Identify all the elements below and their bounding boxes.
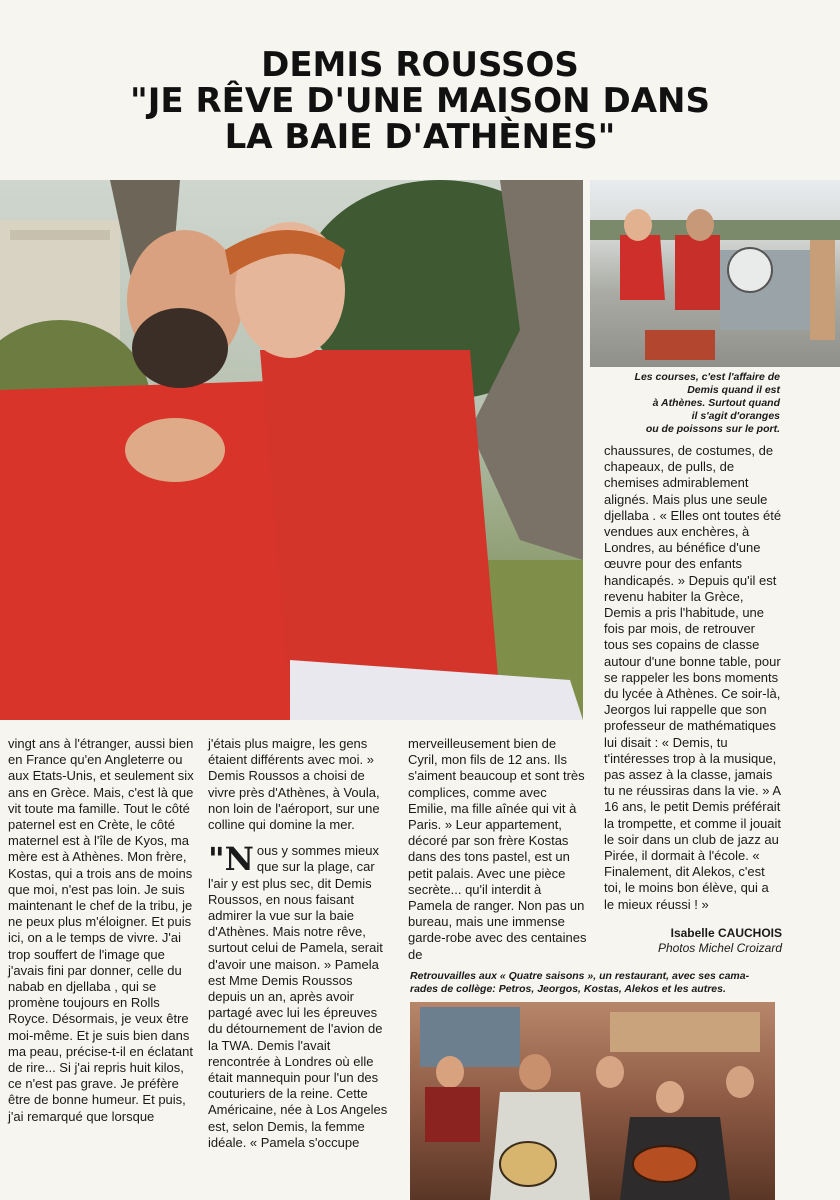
caption-line-2: Demis quand il est <box>687 384 780 396</box>
photo-credit: Photos Michel Croizard <box>657 941 782 955</box>
caption-line-4: il s'agit d'oranges <box>691 410 780 422</box>
caption-line-5: ou de poissons sur le port. <box>645 423 780 435</box>
main-photo <box>0 180 583 720</box>
article-column-right <box>604 443 782 913</box>
article-text-col2a: j'étais plus maigre, les gens étaient différents avec moi. » Demis Roussos a choisi de vivre près d'Athènes, à Voula, non loin de l'aéroport, sur une colline qui domine la mer. <box>208 736 380 833</box>
article-column-2 <box>208 736 394 1151</box>
caption-bottom-line-2: rades de collège: Petros, Jeorgos, Kostas, Alekos et les autres. <box>410 983 726 995</box>
article-text-col2b: ous y sommes mieux que sur la plage, car l'air y est plus sec, dit Demis Roussos, en nous faisant admirer la vue sur la baie d'Athènes. Mais notre rêve, surtout celui de Pamela, serait d'avoir une maison. » Pamela est Mme Demis Roussos depuis un an, après avoir partagé avec lui les épreuves du détournement de l'avion de la TWA. Demis l'avait rencontrée à Londres où elle était mannequin pour l'un des couturiers de la reine. Cette Américaine, née à Los Angeles est, selon Demis, la femme idéale. « Pamela s'occupe <box>208 843 388 1150</box>
caption-market <box>590 371 780 436</box>
market-illustration <box>590 180 840 367</box>
headline-line-1: DEMIS ROUSSOS <box>261 45 579 85</box>
article-column-1 <box>8 736 194 1125</box>
headline-line-2: "JE RÊVE D'UNE MAISON DANS <box>130 81 710 121</box>
author-name: Isabelle CAUCHOIS <box>670 926 782 940</box>
couple-illustration <box>0 180 583 720</box>
caption-line-3: à Athènes. Surtout quand <box>652 397 780 409</box>
headline-line-3: LA BAIE D'ATHÈNES" <box>224 117 616 157</box>
restaurant-illustration <box>410 1002 775 1200</box>
article-text-col3: merveilleusement bien de Cyril, mon fils de 12 ans. Ils s'aiment beaucoup et sont très complices, comme avec Emilie, ma fille aînée qui vit à Paris. » Leur appartement, décoré par son frère Kostas dans des tons pastel, est un petit palais. Avec une pièce secrète... qu'il interdit à Pamela de ranger. Non pas un bureau, mais une immense garde-robe avec des centaines de <box>408 736 587 962</box>
article-column-3 <box>408 736 588 963</box>
article-text-right: chaussures, de costumes, de chapeaux, de pulls, de chemises admirablement alignés. Mais plus une seule djellaba . « Elles ont toutes été vendues aux enchères, à Londres, au bénéfice d'une œuvre pour des enfants handicapés. » Depuis qu'il est revenu habiter la Grèce, Demis a pris l'habitude, une fois par mois, de retrouver tous ses copains de classe autour d'une bonne table, pour se rappeler les bons moments du lycée à Athènes. Ce soir-là, Jeorgos lui rappelle que son professeur de mathématiques lui disait : « Demis, tu t'intéresses trop à la musique, pas assez à la classe, jamais tu ne réussiras dans la vie. » A 16 ans, le petit Demis préférait la trompette, et comme il jouait le soir dans un club de jazz au Pirée, il dormait à l'école. « Finalement, dit Alekos, c'est toi, le moins bon élève, qui a le mieux réussi ! » <box>604 443 782 912</box>
market-photo <box>590 180 840 367</box>
drop-cap: "N <box>208 840 254 879</box>
signature <box>658 926 782 956</box>
caption-restaurant <box>410 970 830 996</box>
caption-line-1: Les courses, c'est l'affaire de <box>634 371 780 383</box>
caption-bottom-line-1: Retrouvailles aux « Quatre saisons », un restaurant, avec ses cama- <box>410 970 750 982</box>
article-text-col1: vingt ans à l'étranger, aussi bien en France qu'en Angleterre ou aux Etats-Unis, et seulement six ans en Grèce. Mais, c'est là que vit toute ma famille. Tout le côté paternel est en Crète, le côté maternel est à l'île de Kyos, ma mère est à Athènes. Mon frère, Kostas, qui a trois ans de moins que moi, n'est pas loin. Je suis maintenant le chef de la tribu, je ne peux plus m'éloigner. Et puis ici, on a le temps de vivre. J'ai trop souffert de l'image que j'avais fini par donner, celle du nabab en djellaba , qui se promène toujours en Rolls Royce. Désormais, je veux être moi-même. Et je suis bien dans ma peau, précise-t-il en éclatant de rire... Si j'ai repris huit kilos, ce n'est pas grave. Je préfère être de bonne humeur. Et puis, j'ai remarqué que lorsque <box>8 736 194 1124</box>
restaurant-photo <box>410 1002 775 1200</box>
